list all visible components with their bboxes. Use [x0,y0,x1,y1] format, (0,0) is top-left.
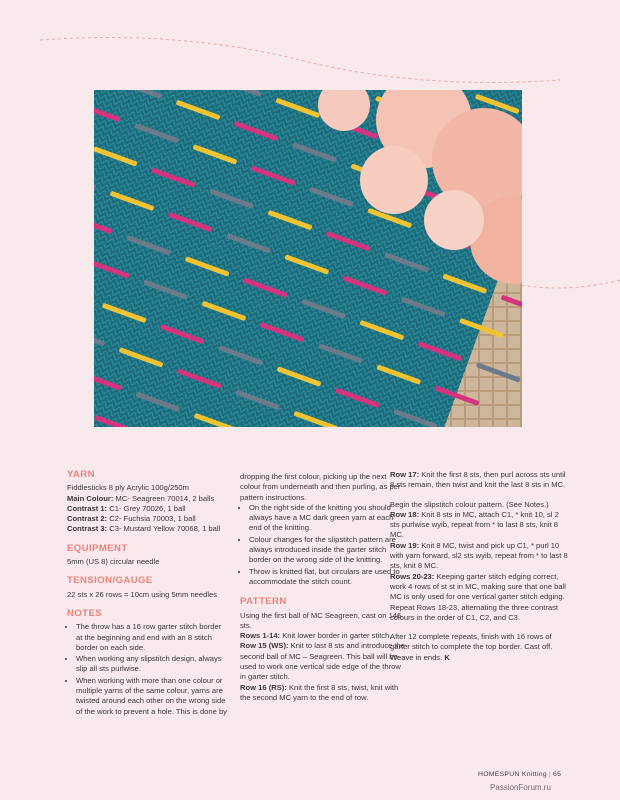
equipment-heading: EQUIPMENT [67,542,128,554]
rows-20-23: Rows 20-23: Keeping garter stitch edging correct, work 4 rows of st st in MC, making sure that one ball MC is only used for one vertical garter stitch edging. Repeat Rows 18-23, alternating the three contrast colours in the order of C1, C2, and C3. [390,571,566,622]
main-colour-line: Main Colour: MC- Seagreen 70014, 2 balls [67,493,215,503]
yarn-heading: YARN [67,469,95,480]
yarn-line: Fiddlesticks 8 ply Acrylic 100g/250m [67,483,189,493]
note-item: • When working any slipstitch design, always slip all sts purlwise. [76,654,229,675]
row-17: Row 17: Knit the first 8 sts, then purl across sts until 8 sts remain, then twist and knit the last 8 sts in MC. [390,470,566,490]
contrast-2-line: Contrast 2: C2- Fuchsia 70003, 1 ball [67,514,196,524]
knitted-throw-photo [94,90,522,427]
rows-1-14: Rows 1-14: Knit lower border in garter stitch. [240,631,392,641]
note-item: • Colour changes for the slipstitch pattern are always introduced inside the garter stitch border on the wrong side of the knitting. [249,535,408,566]
column-2 [240,472,408,703]
watermark: PassionForum.ru [490,783,551,792]
weave-text: Weave in ends. K [390,652,450,662]
tension-heading: TENSION/GAUGE [67,575,153,587]
magazine-name: HOMESPUN Knitting [478,771,547,778]
tension-text: 22 sts x 26 rows = 10cm using 5mm needles [67,589,218,599]
notes-list-continued [240,503,408,587]
page-footer [478,771,561,778]
note-item: • The throw has a 16 row garter stitch border at the beginning and end with an 8 stitch border on each side. [76,622,229,653]
footer-separator: | [548,771,552,778]
equipment-text: 5mm (US 8) circular needle [67,557,160,567]
begin-slipstitch: Begin the slipstitch colour pattern. (See Notes.) [390,499,549,509]
column-1 [67,470,229,718]
page-number: 65 [553,771,562,778]
note-item: • Throw is knitted flat, but circulars are used to accommodate the stitch count. [249,567,408,588]
contrast-3-line: Contrast 3: C3- Mustard Yellow 70068, 1 ball [67,524,221,534]
row-16: Row 16 (RS): Knit the first 8 sts, twist, knit with the second MC yarn to the end of row. [240,682,399,702]
note-item: • On the right side of the knitting you should always have a MC dark green yarn at each end of the knitting. [249,503,408,534]
end-mark-icon: K [444,652,450,662]
notes-continued: dropping the first colour, picking up the next colour from underneath and then purling, as per pattern instructions. [240,472,401,502]
note-item: • When working with more than one colour or multiple yarns of the same colour, yarns are twisted around each other on the wrong side of the work to prevent a hole. This is done by [76,676,229,717]
finish-text: After 12 complete repeats, finish with 16 rows of garter stitch to complete the top border. Cast off. [390,632,553,652]
notes-heading: NOTES [67,607,103,619]
knit-pattern-illustration [94,90,522,427]
notes-list [67,622,229,717]
row-19: Row 19: Knit 8 MC, twist and pick up C1, * purl 10 with yarn forward, sl2 sts wyib, repeat from * to last 8 sts, knit 8 MC. [390,540,568,571]
row-18: Row 18: Knit 8 sts in MC, attach C1, * knit 10, sl 2 sts purlwise wyib, repeat from * to last 8 sts, knit 8 MC. [390,509,559,540]
pattern-intro: Using the first ball of MC Seagreen, cast on 146 sts. [240,610,402,630]
contrast-1-line: Contrast 1: C1- Grey 70026, 1 ball [67,503,186,513]
row-15: Row 15 (WS): Knit to last 8 sts and introduce the second ball of MC – Seagreen. This ball will be used to work one vertical side edge of the throw in garter stitch. [240,641,406,682]
column-3 [390,470,570,663]
pattern-heading: PATTERN [240,596,287,608]
